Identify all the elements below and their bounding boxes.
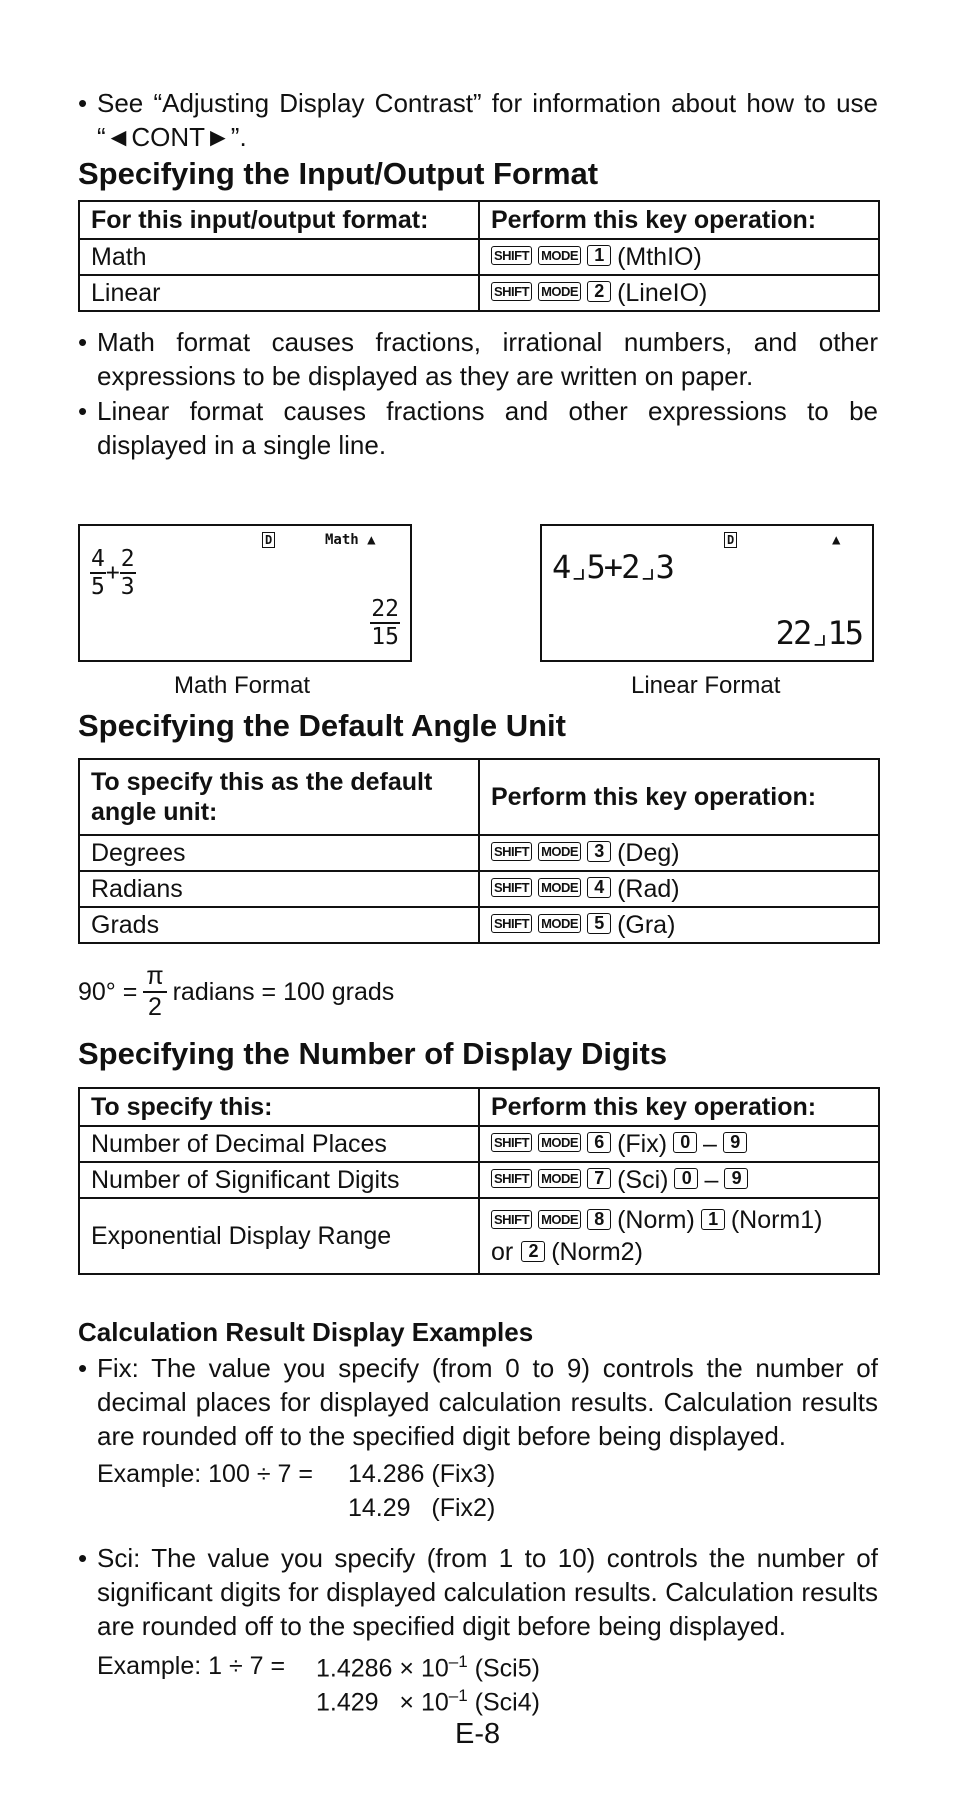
math-format-display	[78, 524, 412, 662]
io-col1-header: For this input/output format:	[79, 201, 479, 239]
angle-row-label: Grads	[79, 907, 479, 943]
angle-unit-table	[78, 758, 880, 944]
mode-name: (Gra)	[617, 910, 676, 939]
mode-name: (Sci)	[617, 1165, 669, 1194]
sci-example-2: $1.429 \times 10^{-1}$ (Sci4)	[316, 1686, 540, 1717]
pi-symbol: π	[143, 962, 166, 993]
mode-name: (Deg)	[617, 838, 680, 867]
mode-name: (Norm)	[617, 1206, 695, 1234]
number-key-icon: 0	[674, 1168, 698, 1189]
table-row	[79, 907, 879, 943]
shift-key-icon: SHIFT	[491, 1210, 532, 1229]
digits-row-label: Exponential Display Range	[79, 1198, 479, 1274]
io-format-table	[78, 200, 880, 312]
result-fraction: $\frac{22}{15}$	[371, 596, 399, 650]
degree-indicator: D	[724, 532, 737, 548]
shift-key-icon: SHIFT	[491, 1133, 532, 1152]
key-operation	[479, 835, 879, 871]
key-operation	[479, 275, 879, 311]
number-key-icon: 3	[587, 841, 611, 862]
number-key-icon: 5	[587, 913, 611, 934]
mode-key-icon: MODE	[538, 1133, 581, 1152]
number-key-icon: 1	[701, 1209, 725, 1230]
shift-key-icon: SHIFT	[491, 282, 532, 301]
math-indicator: Math ▲	[325, 532, 376, 548]
table-row	[79, 239, 879, 275]
mode-key-icon: MODE	[538, 282, 581, 301]
fix-example-label: Example: 100 ÷ 7 =	[97, 1460, 313, 1488]
shift-key-icon: SHIFT	[491, 842, 532, 861]
angle-col2-header: Perform this key operation:	[479, 759, 879, 835]
table-row	[79, 871, 879, 907]
fix-example-2: 14.29 (Fix2)	[348, 1494, 496, 1522]
mode-name: (Fix)	[617, 1129, 668, 1158]
digits-heading: Specifying the Number of Display Digits	[78, 1036, 668, 1071]
number-key-icon: 7	[587, 1168, 611, 1189]
number-key-icon: 6	[587, 1132, 611, 1153]
number-key-icon: 1	[587, 245, 611, 266]
sci-example-label: Example: 1 ÷ 7 =	[97, 1652, 286, 1680]
io-row-label: Linear	[79, 275, 479, 311]
number-key-icon: 4	[587, 877, 611, 898]
key-operation: SHIFT MODE 8 (Norm) 1 (Norm1) or 2 (Norm2)	[479, 1198, 879, 1274]
number-key-icon: 0	[673, 1132, 697, 1153]
mode-name: (LineIO)	[617, 278, 708, 307]
linear-result: 22⌟15	[775, 614, 862, 652]
mode-key-icon: MODE	[538, 1169, 581, 1188]
sci-bullet: • Sci: The value you specify (from 1 to 10) controls the number of significant digits for displayed calculation results. Calculation results are rounded off to the specified digit before being displayed.	[78, 1541, 878, 1643]
linear-format-bullet: • Linear format causes fractions and other expressions to be displayed in a single line.	[78, 394, 878, 462]
shift-key-icon: SHIFT	[491, 246, 532, 265]
number-key-icon: 9	[724, 1168, 748, 1189]
angle-formula: 90° = $\frac{\pi}{2}$ radians = 100 grads	[78, 962, 395, 1021]
shift-key-icon: SHIFT	[491, 878, 532, 897]
mode-key-icon: MODE	[538, 878, 581, 897]
key-operation: SHIFT MODE 6 (Fix) 0 – 9	[479, 1126, 879, 1162]
mode-name: (MthIO)	[617, 242, 702, 271]
angle-row-label: Radians	[79, 871, 479, 907]
digits-col1-header: To specify this:	[79, 1088, 479, 1126]
intro-bullet: • See “Adjusting Display Contrast” for information about how to use “◄CONT►”.	[78, 86, 878, 154]
io-row-label: Math	[79, 239, 479, 275]
key-operation	[479, 239, 879, 275]
io-col2-header: Perform this key operation:	[479, 201, 879, 239]
mode-key-icon: MODE	[538, 246, 581, 265]
digits-table	[78, 1087, 880, 1275]
plus-sign: +	[105, 560, 120, 586]
linear-expression: 4⌟5+2⌟3	[552, 548, 673, 586]
mode-key-icon: MODE	[538, 1210, 581, 1229]
table-row	[79, 275, 879, 311]
up-arrow-icon: ▲	[832, 532, 841, 548]
angle-col1-header: To specify this as the default angle unit:	[79, 759, 479, 835]
number-key-icon: 2	[587, 281, 611, 302]
page-number: E-8	[455, 1718, 501, 1750]
mode-name: (Rad)	[617, 874, 680, 903]
linear-format-display	[540, 524, 874, 662]
table-row	[79, 835, 879, 871]
results-heading: Calculation Result Display Examples	[78, 1317, 534, 1347]
fix-example-1: 14.286 (Fix3)	[348, 1460, 496, 1488]
math-format-bullet: • Math format causes fractions, irrational numbers, and other expressions to be displayed as they are written on paper.	[78, 325, 878, 393]
table-row	[79, 1126, 879, 1162]
table-row	[79, 1162, 879, 1198]
mode-key-icon: MODE	[538, 914, 581, 933]
digits-row-label: Number of Decimal Places	[79, 1126, 479, 1162]
io-format-heading: Specifying the Input/Output Format	[78, 156, 599, 191]
fraction-4-5: $\frac{4}{5}$	[91, 546, 105, 600]
degree-indicator: D	[262, 532, 275, 548]
shift-key-icon: SHIFT	[491, 1169, 532, 1188]
digits-row-label: Number of Significant Digits	[79, 1162, 479, 1198]
key-operation	[479, 871, 879, 907]
digits-col2-header: Perform this key operation:	[479, 1088, 879, 1126]
fraction-2-3: $\frac{2}{3}$	[120, 546, 135, 600]
sci-example-1: $1.4286 \times 10^{-1}$ (Sci5)	[316, 1652, 540, 1683]
linear-format-caption: Linear Format	[631, 672, 781, 699]
number-key-icon: 9	[723, 1132, 747, 1153]
number-key-icon: 2	[521, 1241, 545, 1262]
angle-unit-heading: Specifying the Default Angle Unit	[78, 708, 566, 743]
table-row	[79, 1198, 879, 1274]
math-format-caption: Math Format	[174, 672, 311, 699]
key-operation	[479, 907, 879, 943]
angle-row-label: Degrees	[79, 835, 479, 871]
fix-bullet: • Fix: The value you specify (from 0 to 9) controls the number of decimal places for displayed calculation results. Calculation results are rounded off to the specified digit before being displayed.	[78, 1351, 878, 1453]
key-operation: SHIFT MODE 7 (Sci) 0 – 9	[479, 1162, 879, 1198]
mode-key-icon: MODE	[538, 842, 581, 861]
shift-key-icon: SHIFT	[491, 914, 532, 933]
number-key-icon: 8	[587, 1209, 611, 1230]
